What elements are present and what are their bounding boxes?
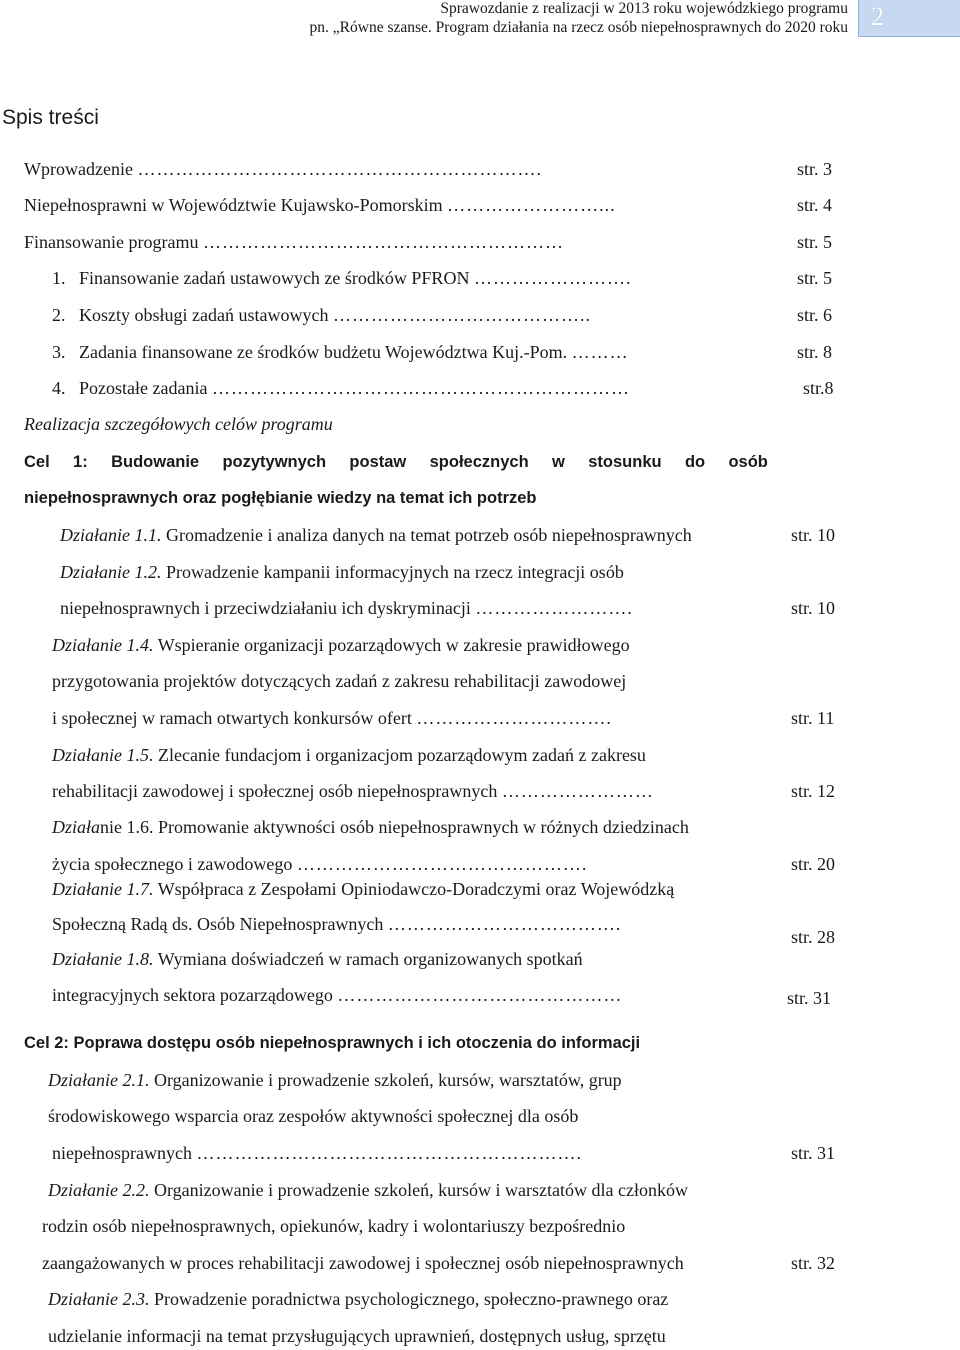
toc-entry-label: Działa: [52, 817, 101, 837]
toc-entry-3-zadania[interactable]: [52, 341, 629, 363]
toc-leader-dots: ……………………...: [447, 195, 616, 215]
toc-entry-dzialanie-2-1-cont2: [52, 1142, 582, 1164]
toc-entry-dzialanie-2-3-cont: udzielanie informacji na temat przysługujących uprawnień, dostępnych usług, sprzętu: [48, 1326, 666, 1346]
toc-entry-dzialanie-1-2[interactable]: [60, 561, 624, 583]
toc-entry-wprowadzenie[interactable]: [24, 158, 542, 180]
toc-entry-text: rehabilitacji zawodowej i społecznej osób niepełnosprawnych: [52, 781, 498, 801]
toc-entry-dzialanie-1-6-cont: [52, 853, 587, 875]
toc-entry-dzialanie-1-4-cont2: [52, 707, 612, 729]
toc-entry-text: Pozostałe zadania: [79, 378, 208, 398]
toc-page-number: str. 5: [797, 268, 833, 288]
toc-entry-4-pozostale[interactable]: [52, 377, 630, 399]
toc-page-number: str. 32: [791, 1253, 836, 1273]
toc-entry-label: Działanie 2.1.: [48, 1070, 150, 1090]
toc-entry-text: Współpraca z Zespołami Opiniodawczo-Doradczymi oraz Wojewódzką: [157, 879, 675, 899]
toc-entry-2-koszty[interactable]: [52, 304, 591, 326]
toc-entry-dzialanie-2-2-cont2: zaangażowanych w proces rehabilitacji zawodowej i społecznej osób niepełnosprawnych: [42, 1253, 684, 1273]
toc-page-number: str. 11: [791, 708, 835, 728]
toc-entry-dzialanie-1-6[interactable]: [52, 816, 689, 838]
toc-entry-text: Wprowadzenie: [24, 159, 133, 179]
toc-entry-dzialanie-1-1[interactable]: [60, 524, 692, 546]
word: Cel: [24, 453, 50, 471]
toc-entry-dzialanie-1-5[interactable]: [52, 744, 646, 766]
toc-entry-text: życia społecznego i zawodowego: [52, 854, 293, 874]
toc-leader-dots: …………………….: [473, 268, 632, 288]
toc-entry-text: integracyjnych sektora pozarządowego: [52, 985, 333, 1005]
toc-page-number: str. 31: [791, 1143, 836, 1163]
toc-leader-dots: ……………………………….: [387, 914, 622, 934]
toc-entry-text: Niepełnosprawni w Województwie Kujawsko-Pomorskim: [24, 195, 443, 215]
toc-entry-label: Działanie 1.2.: [60, 562, 162, 582]
toc-entry-label: Działanie 1.4.: [52, 635, 154, 655]
toc-entry-dzialanie-1-8[interactable]: [52, 948, 583, 970]
toc-entry-label: Działanie 2.2.: [48, 1180, 150, 1200]
toc-leader-dots: …………………………………………………………: [211, 378, 630, 398]
toc-entry-text: Organizowanie i prowadzenie szkoleń, kursów, warsztatów, grup: [154, 1070, 622, 1090]
toc-page-number: str. 5: [797, 232, 833, 252]
toc-entry-text: Prowadzenie poradnictwa psychologicznego, społeczno-prawnego oraz: [154, 1289, 669, 1309]
toc-entry-niepelnosprawni[interactable]: [24, 194, 616, 216]
toc-entry-dzialanie-1-4[interactable]: [52, 634, 630, 656]
toc-entry-text: Organizowanie i prowadzenie szkoleń, kursów i warsztatów dla członków: [154, 1180, 688, 1200]
toc-entry-label: Działanie 1.7.: [52, 879, 154, 899]
toc-page-number: str. 31: [787, 988, 832, 1008]
toc-entry-number: 1.: [52, 268, 66, 288]
page-number-box: [858, 0, 960, 37]
toc-page-number: str. 8: [797, 342, 833, 362]
toc-page-number: str. 3: [797, 159, 833, 179]
toc-leader-dots: …………………………………………………….: [196, 1143, 582, 1163]
toc-leader-dots: …………………………………………………: [202, 232, 564, 252]
toc-entry-number: 3.: [52, 342, 66, 362]
toc-entry-text: Finansowanie programu: [24, 232, 199, 252]
toc-entry-text: i społecznej w ramach otwartych konkursów ofert: [52, 708, 412, 728]
word: społecznych: [429, 453, 529, 471]
toc-entry-text: Zlecanie fundacjom i organizacjom pozarządowym zadań z zakresu: [158, 745, 646, 765]
toc-page-number: str. 10: [791, 525, 836, 545]
toc-leader-dots: ……………………………………….: [296, 854, 588, 874]
toc-entry-dzialanie-2-2[interactable]: [48, 1179, 688, 1201]
toc-entry-text: niepełnosprawnych i przeciwdziałaniu ich dyskryminacji: [60, 598, 471, 618]
toc-entry-label: Działanie 1.5.: [52, 745, 154, 765]
toc-section-realizacja[interactable]: Realizacja szczegółowych celów programu: [24, 414, 333, 434]
toc-entry-dzialanie-1-5-cont: [52, 780, 654, 802]
toc-entry-dzialanie-2-2-cont: rodzin osób niepełnosprawnych, opiekunów, kadry i wolontariuszy bezpośrednio: [42, 1216, 626, 1236]
toc-entry-text: Wspieranie organizacji pozarządowych w zakresie prawidłowego: [157, 635, 630, 655]
toc-leader-dots: ………: [571, 342, 629, 362]
toc-entry-dzialanie-2-1[interactable]: [48, 1069, 622, 1091]
toc-entry-text: Koszty obsługi zadań ustawowych: [79, 305, 329, 325]
toc-entry-text: Gromadzenie i analiza danych na temat potrzeb osób niepełnosprawnych: [166, 525, 692, 545]
toc-entry-text: Prowadzenie kampanii informacyjnych na rzecz integracji osób: [166, 562, 624, 582]
toc-entry-dzialanie-1-8-cont: [52, 984, 622, 1006]
page-number: 2: [871, 2, 884, 31]
toc-section-cel-1[interactable]: [24, 451, 768, 473]
toc-page-number: str. 10: [791, 598, 836, 618]
toc-page-number: str. 4: [797, 195, 833, 215]
toc-entry-dzialanie-1-4-cont: przygotowania projektów dotyczących zadań z zakresu rehabilitacji zawodowej: [52, 671, 627, 691]
toc-leader-dots: ………………………….: [416, 708, 612, 728]
header-line-2: pn. „Równe szanse. Program działania na rzecz osób niepełnosprawnych do 2020 roku: [309, 19, 848, 36]
toc-entry-number: 2.: [52, 305, 66, 325]
toc-leader-dots: ……………………: [501, 781, 654, 801]
toc-page-number: str. 28: [791, 927, 836, 947]
word: w: [552, 453, 565, 471]
toc-entry-finansowanie[interactable]: [24, 231, 564, 253]
toc-entry-dzialanie-2-1-cont: środowiskowego wsparcia oraz zespołów aktywności społecznej dla osób: [48, 1106, 579, 1126]
toc-entry-dzialanie-1-7[interactable]: [52, 878, 674, 900]
word: osób: [728, 453, 768, 471]
word: postaw: [349, 453, 407, 471]
toc-page-number: str.8: [803, 378, 834, 398]
toc-entry-text: Wymiana doświadczeń w ramach organizowanych spotkań: [157, 949, 583, 969]
header-line-1: Sprawozdanie z realizacji w 2013 roku wojewódzkiego programu: [440, 0, 848, 17]
toc-entry-label: Działanie 1.1.: [60, 525, 162, 545]
toc-leader-dots: …………………….: [475, 598, 633, 618]
toc-entry-label: Działanie 2.3.: [48, 1289, 150, 1309]
toc-page-number: str. 20: [791, 854, 836, 874]
toc-entry-text: Społeczną Radą ds. Osób Niepełnosprawnych: [52, 914, 384, 934]
toc-title: Spis treści: [2, 106, 99, 129]
toc-entry-label: Działanie 1.8.: [52, 949, 154, 969]
toc-entry-1-pfron[interactable]: [52, 267, 631, 289]
toc-entry-dzialanie-1-7-cont: [52, 913, 621, 935]
word: do: [684, 453, 706, 471]
toc-entry-text: niepełnosprawnych: [52, 1143, 192, 1163]
toc-entry-number: 4.: [52, 378, 66, 398]
toc-section-cel-2[interactable]: Cel 2: Poprawa dostępu osób niepełnosprawnych i ich otoczenia do informacji: [24, 1034, 641, 1052]
toc-entry-dzialanie-2-3[interactable]: [48, 1288, 668, 1310]
toc-entry-text: Zadania finansowane ze środków budżetu Województwa Kuj.-Pom.: [79, 342, 568, 362]
word: 1:: [73, 453, 88, 471]
toc-leader-dots: ………………………………………: [337, 985, 623, 1005]
toc-page-number: str. 12: [791, 781, 836, 801]
word: stosunku: [588, 453, 662, 471]
toc-page-number: str. 6: [797, 305, 833, 325]
toc-entry-label: nie 1.6.: [100, 817, 154, 837]
toc-entry-text: Promowanie aktywności osób niepełnosprawnych w różnych dziedzinach: [158, 817, 689, 837]
toc-section-cel-1-cont: niepełnosprawnych oraz pogłębianie wiedzy na temat ich potrzeb: [24, 489, 537, 507]
word: pozytywnych: [222, 453, 327, 471]
word: Budowanie: [111, 453, 200, 471]
toc-entry-text: Finansowanie zadań ustawowych ze środków PFRON: [79, 268, 470, 288]
toc-entry-dzialanie-1-2-cont: [60, 597, 633, 619]
toc-leader-dots: ……………………………………………………….: [137, 159, 542, 179]
toc-leader-dots: …………………………………..: [332, 305, 591, 325]
